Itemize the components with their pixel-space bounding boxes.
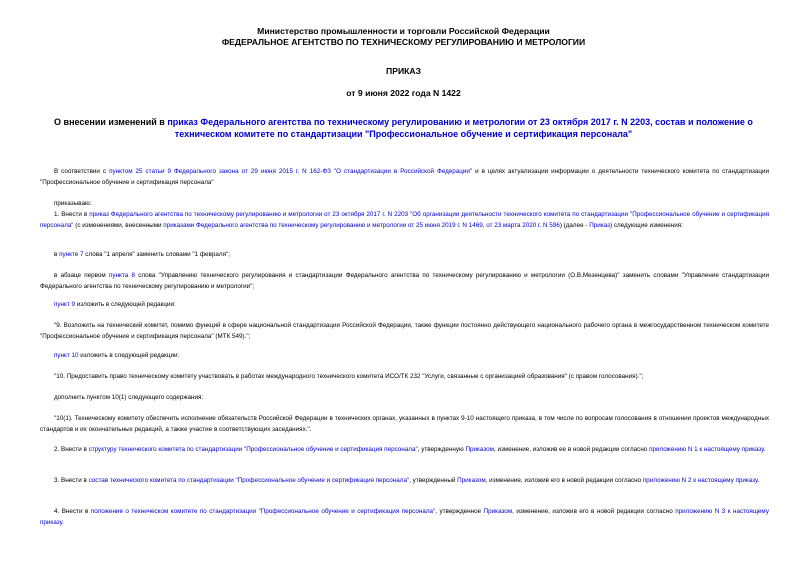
agency-name: ФЕДЕРАЛЬНОЕ АГЕНТСТВО ПО ТЕХНИЧЕСКОМУ РЕГУЛИРОВАНИЮ И МЕТРОЛОГИИ (221, 37, 586, 47)
text-span: В соответствии с (54, 168, 110, 175)
order-1469-link[interactable]: приказами Федерального агентства по техническому регулированию и метрологии от 25 июня 2019 г. N 1469 (163, 222, 483, 229)
text-span: . (62, 519, 64, 526)
point-10-link[interactable]: пункт 10 (54, 352, 79, 359)
point-9-link[interactable]: пункт 9 (54, 301, 75, 308)
composition-link[interactable]: состав технического комитета по стандартизации "Профессиональное обучение и сертификация персонала" (88, 477, 410, 484)
text-span: , утвержденное (435, 508, 484, 515)
appendix-3-link[interactable]: приложению N 3 к настоящему приказу (40, 508, 769, 526)
paragraph-add-10-1: дополнить пунктом 10(1) следующего содержания: (54, 394, 204, 401)
paragraph-point-9 (40, 299, 769, 310)
document-title (40, 116, 767, 140)
paragraph-point-7 (40, 249, 769, 260)
paragraph-preamble (40, 166, 769, 188)
text-span: 1. Внести в (54, 211, 90, 218)
text-span: изложить в следующей редакции: (75, 301, 176, 308)
paragraph-point-9-text: "9. Возложить на технический комитет, помимо функций в сфере национальной стандартизации Российской Федерации, также функции постоянно действующего национального рабочего органа в межгосударственном техническом комитете "Профессиональное обучение и сертификация персонала" (МТК 549)."; (40, 322, 769, 340)
point-8-link[interactable]: пункта 8 (109, 272, 135, 279)
paragraph-point-10 (40, 350, 769, 361)
paragraph-order: приказываю: (54, 200, 92, 207)
paragraph-item-4 (40, 506, 769, 528)
text-span: . (757, 477, 760, 484)
document-date: от 9 июня 2022 года N 1422 (346, 88, 461, 98)
text-span: . (763, 446, 766, 453)
text-span: изложить в следующей редакции: (78, 352, 180, 359)
text-span: в (54, 251, 60, 258)
text-span: , изменение, изложив его в новой редакции согласно (512, 508, 676, 515)
paragraph-item-2 (40, 444, 769, 455)
text-span: слова "Управлению технического регулирования и стандартизации Федерального агентства по техническому регулированию и метрологии (О.В.Мезенцева)" заменить словами "Управление стандартизации Федерального агентства по техническому регулированию и метрологии"; (40, 272, 769, 290)
document-type: ПРИКАЗ (386, 66, 421, 76)
appendix-1-link[interactable]: приложению N 1 к настоящему приказу (649, 446, 764, 453)
order-596-link[interactable]: от 23 марта 2020 г. N 596 (486, 222, 560, 229)
appendix-2-link[interactable]: приложению N 2 к настоящему приказу (642, 477, 758, 484)
paragraph-point-8 (40, 270, 769, 292)
text-span: , изменение, изложив его в новой редакции согласно (485, 477, 643, 484)
law-link[interactable]: пунктом 25 статьи 9 Федерального закона от 29 июня 2015 г. N 162-ФЗ "О стандартизации в Российской Федерации" (109, 168, 473, 175)
text-span: , изменение, изложив ее в новой редакции согласно (494, 446, 650, 453)
order-link[interactable]: Приказом (457, 477, 486, 484)
structure-link[interactable]: структуру технического комитета по стандартизации "Профессиональное обучение и сертификация персонала" (88, 446, 418, 453)
text-span: ) следующие изменения: (609, 222, 683, 229)
text-span: в абзаце первом (54, 272, 110, 279)
text-span: ) (далее - (559, 222, 590, 229)
order-link[interactable]: Приказом (465, 446, 495, 453)
paragraph-item-3 (40, 475, 769, 486)
text-span: 4. Внести в (54, 508, 91, 515)
text-span: 2. Внести в (54, 446, 89, 453)
text-span: , утвержденный (409, 477, 458, 484)
paragraph-item-1 (40, 209, 769, 231)
regulation-link[interactable]: положение о техническом комитете по стандартизации "Профессиональное обучение и сертификация персонала" (90, 508, 436, 515)
paragraph-point-10-text: "10. Предоставить право техническому комитету участвовать в работах международного технического комитета ИСО/ТК 232 "Услуги, связанные с организацией образования" (с правом голосования)."; (54, 373, 644, 380)
order-2203-link[interactable]: приказ Федерального агентства по техническому регулированию и метрологии от 23 октября 2017 г. N 2203 "Об организации деятельности технического комитета по стандартизации "Профессиональное обучение и сертификация персонала" (40, 211, 770, 229)
text-span: , (482, 222, 487, 229)
ministry-name: Министерство промышленности и торговли Российской Федерации (257, 26, 550, 36)
order-link[interactable]: Приказом (483, 508, 513, 515)
order-link[interactable]: Приказ (589, 222, 610, 229)
title-text: О внесении изменений в (54, 117, 168, 127)
text-span: 3. Внести в (54, 477, 89, 484)
text-span: , утвержденную (417, 446, 466, 453)
title-link[interactable]: приказ Федерального агентства по техническому регулированию и метрологии от 23 октября 2017 г. N 2203, состав и положение о техническом комитете по стандартизации "Профессиональное обучение и сертификация персонала" (167, 117, 753, 139)
text-span: (с изменениями, внесенными (73, 222, 164, 229)
point-7-link[interactable]: пункте 7 (59, 251, 84, 258)
text-span: слова "1 апреля" заменить словами "1 февраля"; (83, 251, 230, 258)
paragraph-point-10-1-text: "10(1). Техническому комитету обеспечить исполнение обязательств Российской Федерации в технических органах, указанных в пунктах 9-10 настоящего приказа, в том числе по вопросам голосования в отношении проектов международных стандартов и их окончательных редакций, а также участие в соответствующих заседаниях.". (40, 415, 769, 433)
text-span: и в целях актуализации информации о деятельности технического комитета по стандартизации "Профессиональное обучение и сертификация персонала" (40, 168, 770, 186)
